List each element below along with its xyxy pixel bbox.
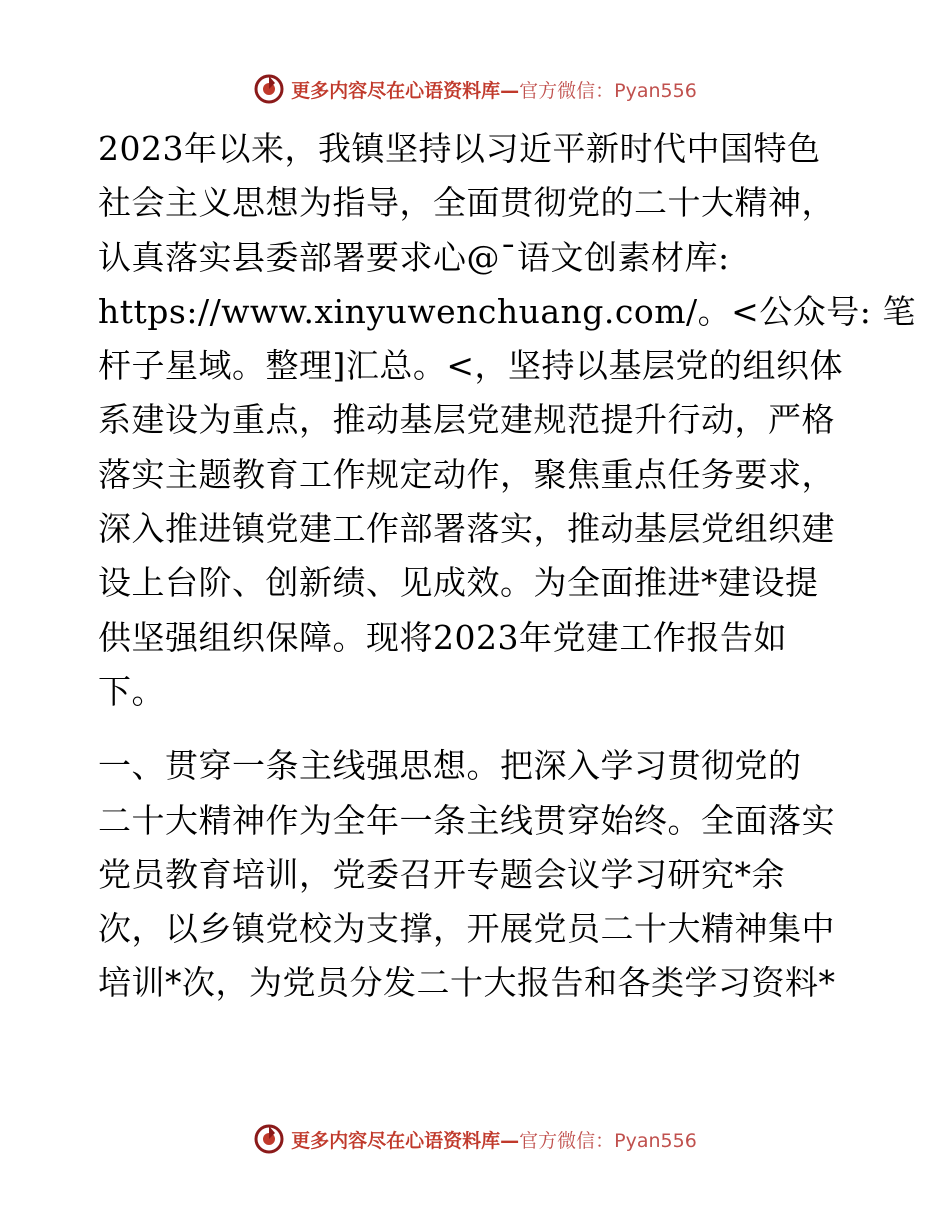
text-line: 党员教育培训，党委召开专题会议学习研究*余 bbox=[98, 854, 785, 894]
header-watermark-banner bbox=[0, 72, 950, 106]
document-body bbox=[98, 122, 916, 1011]
footer-watermark-banner bbox=[0, 1122, 950, 1156]
brand-logo-icon bbox=[253, 1123, 285, 1155]
text-line: https://www.xinyuwenchuang.com/。<公众号: 笔 bbox=[98, 291, 916, 331]
text-line: 设上台阶、创新绩、见成效。为全面推进*建设提 bbox=[98, 563, 819, 603]
text-line: 二十大精神作为全年一条主线贯穿始终。全面落实 bbox=[98, 800, 835, 840]
text-line: 认真落实县委部署要求心@¯语文创素材库: bbox=[98, 237, 730, 277]
text-line: 社会主义思想为指导，全面贯彻党的二十大精神， bbox=[98, 183, 835, 223]
text-line: 供坚强组织保障。现将2023年党建工作报告如 bbox=[98, 617, 787, 657]
text-line: 一、贯穿一条主线强思想。把深入学习贯彻党的 bbox=[98, 746, 802, 786]
paragraph-intro bbox=[98, 122, 916, 719]
watermark-text bbox=[291, 76, 697, 103]
text-line: 杆子星域。整理]汇总。<，坚持以基层党的组织体 bbox=[98, 346, 844, 386]
watermark-wechat-text: 官方微信：Pyan556 bbox=[519, 79, 697, 102]
text-line: 次，以乡镇党校为支撑，开展党员二十大精神集中 bbox=[98, 909, 835, 949]
text-line: 落实主题教育工作规定动作，聚焦重点任务要求， bbox=[98, 454, 835, 494]
text-line: 下。 bbox=[98, 671, 165, 711]
brand-logo-icon bbox=[253, 73, 285, 105]
watermark-text bbox=[291, 1126, 697, 1153]
text-line: 培训*次，为党员分发二十大报告和各类学习资料* bbox=[98, 963, 836, 1003]
text-line: 深入推进镇党建工作部署落实，推动基层党组织建 bbox=[98, 509, 835, 549]
watermark-main-text: 更多内容尽在心语资料库— bbox=[291, 79, 520, 102]
watermark-wechat-text: 官方微信：Pyan556 bbox=[519, 1129, 697, 1152]
paragraph-section-one bbox=[98, 739, 850, 1010]
watermark-main-text: 更多内容尽在心语资料库— bbox=[291, 1129, 520, 1152]
text-line: 系建设为重点，推动基层党建规范提升行动，严格 bbox=[98, 400, 835, 440]
text-line: 2023年以来，我镇坚持以习近平新时代中国特色 bbox=[98, 129, 821, 168]
